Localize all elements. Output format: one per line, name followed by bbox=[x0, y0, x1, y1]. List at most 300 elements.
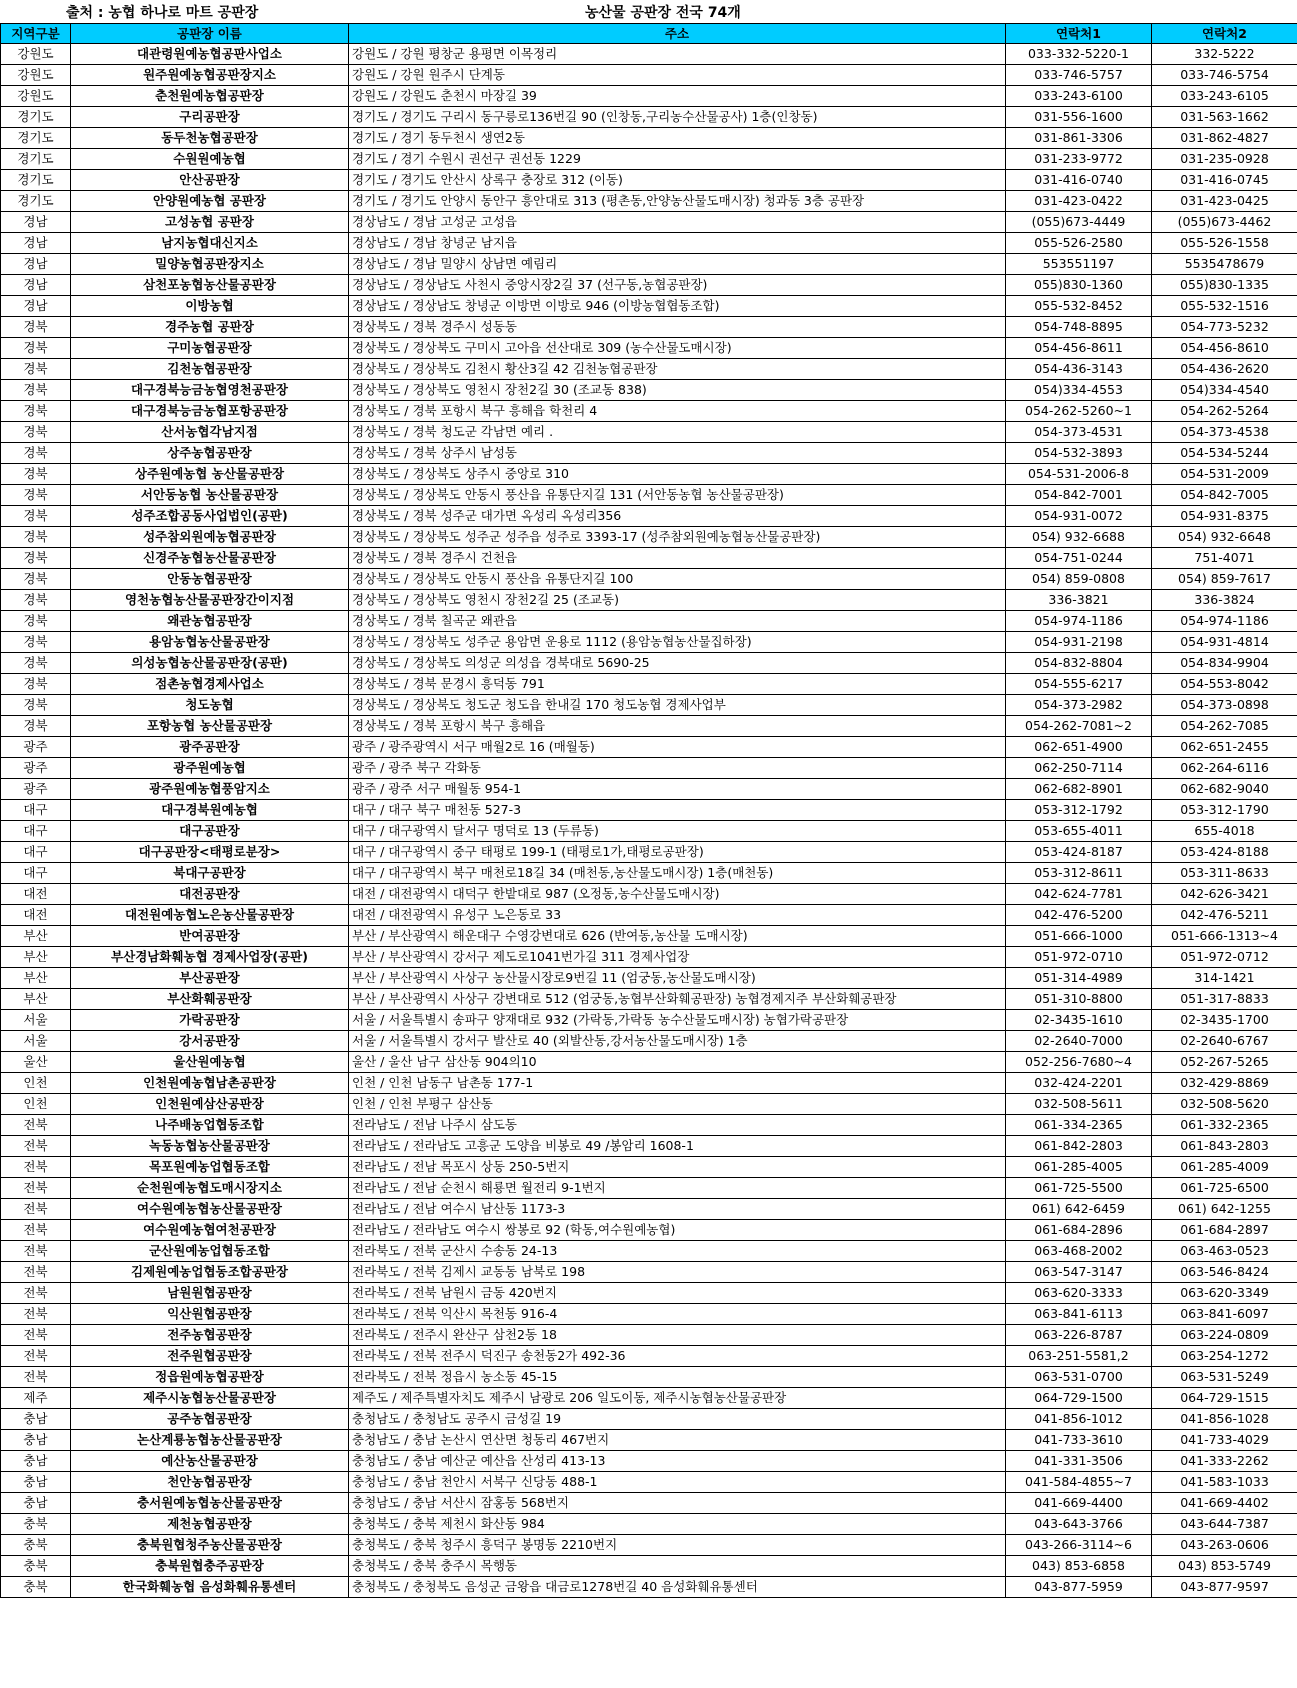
table-row bbox=[1, 1493, 1297, 1514]
market-name-cell: 서안동농협 농산물공판장 bbox=[71, 485, 349, 506]
region-cell: 대전 bbox=[1, 905, 71, 926]
region-cell: 경북 bbox=[1, 359, 71, 380]
phone2-cell: 064-729-1515 bbox=[1152, 1388, 1297, 1409]
table-row bbox=[1, 506, 1297, 527]
address-cell: 충청북도 / 충북 충주시 목행동 bbox=[349, 1556, 1006, 1577]
column-header-phone2: 연락처2 bbox=[1152, 24, 1297, 44]
address-cell: 경상북도 / 경상북도 상주시 중앙로 310 bbox=[349, 464, 1006, 485]
table-row bbox=[1, 926, 1297, 947]
phone1-cell: 062-682-8901 bbox=[1006, 779, 1152, 800]
table-row bbox=[1, 1094, 1297, 1115]
market-name-cell: 나주배농업협동조합 bbox=[71, 1115, 349, 1136]
market-name-cell: 논산계룡농협농산물공판장 bbox=[71, 1430, 349, 1451]
table-row bbox=[1, 1010, 1297, 1031]
phone2-cell: 751-4071 bbox=[1152, 548, 1297, 569]
phone2-cell: 063-463-0523 bbox=[1152, 1241, 1297, 1262]
market-name-cell: 가락공판장 bbox=[71, 1010, 349, 1031]
phone2-cell: 042-476-5211 bbox=[1152, 905, 1297, 926]
table-row bbox=[1, 1073, 1297, 1094]
table-row bbox=[1, 1409, 1297, 1430]
phone2-cell: 061-843-2803 bbox=[1152, 1136, 1297, 1157]
market-name-cell: 영천농협농산물공판장간이지점 bbox=[71, 590, 349, 611]
address-cell: 전라북도 / 전주시 완산구 삼천2동 18 bbox=[349, 1325, 1006, 1346]
address-cell: 경상북도 / 경북 문경시 흥덕동 791 bbox=[349, 674, 1006, 695]
region-cell: 전북 bbox=[1, 1136, 71, 1157]
address-cell: 전라북도 / 전북 군산시 수송동 24-13 bbox=[349, 1241, 1006, 1262]
phone1-cell: 051-314-4989 bbox=[1006, 968, 1152, 989]
table-row bbox=[1, 1535, 1297, 1556]
phone2-cell: 061-684-2897 bbox=[1152, 1220, 1297, 1241]
phone2-cell: 033-243-6105 bbox=[1152, 86, 1297, 107]
address-cell: 전라남도 / 전남 순천시 해룡면 월전리 9-1번지 bbox=[349, 1178, 1006, 1199]
region-cell: 경북 bbox=[1, 611, 71, 632]
phone1-cell: 031-416-0740 bbox=[1006, 170, 1152, 191]
address-cell: 경상북도 / 경상북도 안동시 풍산읍 유통단지길 100 bbox=[349, 569, 1006, 590]
phone2-cell: 043-644-7387 bbox=[1152, 1514, 1297, 1535]
address-cell: 충청남도 / 충남 천안시 서북구 신당동 488-1 bbox=[349, 1472, 1006, 1493]
table-header-row bbox=[1, 24, 1297, 44]
phone2-cell: 041-333-2262 bbox=[1152, 1451, 1297, 1472]
region-cell: 경북 bbox=[1, 422, 71, 443]
phone2-cell: 053-424-8188 bbox=[1152, 842, 1297, 863]
phone1-cell: 064-729-1500 bbox=[1006, 1388, 1152, 1409]
phone1-cell: 041-856-1012 bbox=[1006, 1409, 1152, 1430]
region-cell: 경기도 bbox=[1, 170, 71, 191]
phone2-cell: 054-553-8042 bbox=[1152, 674, 1297, 695]
market-name-cell: 청도농협 bbox=[71, 695, 349, 716]
phone1-cell: 054-373-2982 bbox=[1006, 695, 1152, 716]
market-name-cell: 김제원예농업협동조합공판장 bbox=[71, 1262, 349, 1283]
phone1-cell: 032-424-2201 bbox=[1006, 1073, 1152, 1094]
phone2-cell: 054-262-5264 bbox=[1152, 401, 1297, 422]
address-cell: 경상남도 / 경남 창녕군 남지읍 bbox=[349, 233, 1006, 254]
phone1-cell: 051-972-0710 bbox=[1006, 947, 1152, 968]
phone2-cell: 051-666-1313~4 bbox=[1152, 926, 1297, 947]
table-row bbox=[1, 1472, 1297, 1493]
region-cell: 전북 bbox=[1, 1283, 71, 1304]
table-row bbox=[1, 1178, 1297, 1199]
market-name-cell: 부산화훼공판장 bbox=[71, 989, 349, 1010]
region-cell: 강원도 bbox=[1, 86, 71, 107]
region-cell: 충남 bbox=[1, 1451, 71, 1472]
market-name-cell: 신경주농협농산물공판장 bbox=[71, 548, 349, 569]
phone2-cell: 054-436-2620 bbox=[1152, 359, 1297, 380]
region-cell: 경남 bbox=[1, 212, 71, 233]
region-cell: 부산 bbox=[1, 926, 71, 947]
table-row bbox=[1, 233, 1297, 254]
phone2-cell: 053-311-8633 bbox=[1152, 863, 1297, 884]
phone2-cell: 063-841-6097 bbox=[1152, 1304, 1297, 1325]
address-cell: 경기도 / 경기도 안양시 동안구 흥안대로 313 (평촌동,안양농산물도매시장) 청과동 3층 공판장 bbox=[349, 191, 1006, 212]
phone2-cell: 063-620-3349 bbox=[1152, 1283, 1297, 1304]
phone1-cell: 053-424-8187 bbox=[1006, 842, 1152, 863]
region-cell: 전북 bbox=[1, 1367, 71, 1388]
phone2-cell: 655-4018 bbox=[1152, 821, 1297, 842]
market-name-cell: 대구공판장 bbox=[71, 821, 349, 842]
market-name-cell: 안양원예농협 공판장 bbox=[71, 191, 349, 212]
phone2-cell: 054-373-4538 bbox=[1152, 422, 1297, 443]
table-row bbox=[1, 569, 1297, 590]
phone1-cell: 043-643-3766 bbox=[1006, 1514, 1152, 1535]
market-name-cell: 성주조합공동사업법인(공판) bbox=[71, 506, 349, 527]
table-row bbox=[1, 1283, 1297, 1304]
region-cell: 충북 bbox=[1, 1556, 71, 1577]
address-cell: 경상북도 / 경상북도 성주군 성주읍 성주로 3393-17 (성주참외원예농협농산물공판장) bbox=[349, 527, 1006, 548]
address-cell: 전라북도 / 전북 전주시 덕진구 송천동2가 492-36 bbox=[349, 1346, 1006, 1367]
table-row bbox=[1, 1346, 1297, 1367]
phone2-cell: 051-972-0712 bbox=[1152, 947, 1297, 968]
phone1-cell: 063-468-2002 bbox=[1006, 1241, 1152, 1262]
phone2-cell: 031-563-1662 bbox=[1152, 107, 1297, 128]
address-cell: 전라남도 / 전남 목포시 상동 250-5번지 bbox=[349, 1157, 1006, 1178]
market-name-cell: 제주시농협농산물공판장 bbox=[71, 1388, 349, 1409]
table-row bbox=[1, 107, 1297, 128]
table-row bbox=[1, 1157, 1297, 1178]
phone1-cell: 054-555-6217 bbox=[1006, 674, 1152, 695]
phone1-cell: 063-251-5581,2 bbox=[1006, 1346, 1152, 1367]
table-row bbox=[1, 884, 1297, 905]
address-cell: 경상북도 / 경북 칠곡군 왜관읍 bbox=[349, 611, 1006, 632]
phone2-cell: 054-531-2009 bbox=[1152, 464, 1297, 485]
market-name-cell: 인천원예삼산공판장 bbox=[71, 1094, 349, 1115]
market-name-cell: 남지농협대신지소 bbox=[71, 233, 349, 254]
table-row bbox=[1, 695, 1297, 716]
table-row bbox=[1, 989, 1297, 1010]
phone2-cell: 041-669-4402 bbox=[1152, 1493, 1297, 1514]
phone1-cell: 043-266-3114~6 bbox=[1006, 1535, 1152, 1556]
phone1-cell: 061-684-2896 bbox=[1006, 1220, 1152, 1241]
region-cell: 전북 bbox=[1, 1220, 71, 1241]
region-cell: 부산 bbox=[1, 968, 71, 989]
table-row bbox=[1, 758, 1297, 779]
market-name-cell: 삼천포농협농산물공판장 bbox=[71, 275, 349, 296]
phone2-cell: 054-534-5244 bbox=[1152, 443, 1297, 464]
market-name-cell: 광주원예농협풍암지소 bbox=[71, 779, 349, 800]
market-name-cell: 대전공판장 bbox=[71, 884, 349, 905]
table-row bbox=[1, 422, 1297, 443]
address-cell: 부산 / 부산광역시 사상구 강변대로 512 (엄궁동,농협부산화훼공판장) 농협경제지주 부산화훼공판장 bbox=[349, 989, 1006, 1010]
market-name-cell: 제천농협공판장 bbox=[71, 1514, 349, 1535]
phone2-cell: 031-862-4827 bbox=[1152, 128, 1297, 149]
market-name-cell: 순천원예농협도매시장지소 bbox=[71, 1178, 349, 1199]
market-name-cell: 여수원예농협여천공판장 bbox=[71, 1220, 349, 1241]
market-name-cell: 밀양농협공판장지소 bbox=[71, 254, 349, 275]
market-name-cell: 목포원예농업협동조합 bbox=[71, 1157, 349, 1178]
market-name-cell: 여수원예농협농산물공판장 bbox=[71, 1199, 349, 1220]
phone1-cell: 051-310-8800 bbox=[1006, 989, 1152, 1010]
phone1-cell: 062-250-7114 bbox=[1006, 758, 1152, 779]
market-name-cell: 충북원협충주공판장 bbox=[71, 1556, 349, 1577]
phone2-cell: 052-267-5265 bbox=[1152, 1052, 1297, 1073]
market-name-cell: 안동농협공판장 bbox=[71, 569, 349, 590]
address-cell: 제주도 / 제주특별자치도 제주시 남광로 206 일도이동, 제주시농협농산물공판장 bbox=[349, 1388, 1006, 1409]
phone1-cell: 031-556-1600 bbox=[1006, 107, 1152, 128]
phone2-cell: 042-626-3421 bbox=[1152, 884, 1297, 905]
phone2-cell: 053-312-1790 bbox=[1152, 800, 1297, 821]
table-row bbox=[1, 1325, 1297, 1346]
table-row bbox=[1, 1577, 1297, 1598]
phone2-cell: 063-224-0809 bbox=[1152, 1325, 1297, 1346]
market-name-cell: 대구경북능금농협포항공판장 bbox=[71, 401, 349, 422]
phone2-cell: 054)334-4540 bbox=[1152, 380, 1297, 401]
region-cell: 대구 bbox=[1, 842, 71, 863]
table-row bbox=[1, 65, 1297, 86]
phone2-cell: 041-856-1028 bbox=[1152, 1409, 1297, 1430]
phone1-cell: 033-332-5220-1 bbox=[1006, 44, 1152, 65]
market-name-cell: 한국화훼농협 음성화훼유통센터 bbox=[71, 1577, 349, 1598]
phone2-cell: 054) 859-7617 bbox=[1152, 569, 1297, 590]
column-header-name: 공판장 이름 bbox=[71, 24, 349, 44]
phone1-cell: 054-262-7081~2 bbox=[1006, 716, 1152, 737]
region-cell: 충북 bbox=[1, 1577, 71, 1598]
market-name-cell: 전주원협공판장 bbox=[71, 1346, 349, 1367]
address-cell: 경상북도 / 경북 포항시 북구 흥해읍 학천리 4 bbox=[349, 401, 1006, 422]
table-row bbox=[1, 1136, 1297, 1157]
region-cell: 인천 bbox=[1, 1094, 71, 1115]
phone2-cell: 5535478679 bbox=[1152, 254, 1297, 275]
table-row bbox=[1, 254, 1297, 275]
market-name-cell: 녹동농협농산물공판장 bbox=[71, 1136, 349, 1157]
market-name-cell: 의성농협농산물공판장(공판) bbox=[71, 653, 349, 674]
phone2-cell: 032-508-5620 bbox=[1152, 1094, 1297, 1115]
column-header-region: 지역구분 bbox=[1, 24, 71, 44]
region-cell: 전북 bbox=[1, 1241, 71, 1262]
market-name-cell: 상주농협공판장 bbox=[71, 443, 349, 464]
region-cell: 강원도 bbox=[1, 65, 71, 86]
market-name-cell: 왜관농협공판장 bbox=[71, 611, 349, 632]
phone1-cell: 02-3435-1610 bbox=[1006, 1010, 1152, 1031]
region-cell: 경북 bbox=[1, 716, 71, 737]
region-cell: 경북 bbox=[1, 674, 71, 695]
address-cell: 경기도 / 경기 수원시 권선구 권선동 1229 bbox=[349, 149, 1006, 170]
region-cell: 경북 bbox=[1, 401, 71, 422]
address-cell: 경상북도 / 경북 청도군 각남면 예리 . bbox=[349, 422, 1006, 443]
market-name-cell: 용암농협농산물공판장 bbox=[71, 632, 349, 653]
phone2-cell: 031-423-0425 bbox=[1152, 191, 1297, 212]
region-cell: 광주 bbox=[1, 758, 71, 779]
table-row bbox=[1, 464, 1297, 485]
phone2-cell: 061-285-4009 bbox=[1152, 1157, 1297, 1178]
address-cell: 강원도 / 강원 원주시 단계동 bbox=[349, 65, 1006, 86]
phone1-cell: 054-832-8804 bbox=[1006, 653, 1152, 674]
region-cell: 경북 bbox=[1, 632, 71, 653]
phone2-cell: 041-733-4029 bbox=[1152, 1430, 1297, 1451]
market-name-cell: 충서원예농협농산물공판장 bbox=[71, 1493, 349, 1514]
region-cell: 전북 bbox=[1, 1157, 71, 1178]
phone1-cell: 042-624-7781 bbox=[1006, 884, 1152, 905]
region-cell: 대구 bbox=[1, 800, 71, 821]
phone1-cell: 054-751-0244 bbox=[1006, 548, 1152, 569]
table-row bbox=[1, 338, 1297, 359]
address-cell: 경상북도 / 경상북도 영천시 장천2길 30 (조교동 838) bbox=[349, 380, 1006, 401]
phone1-cell: 031-861-3306 bbox=[1006, 128, 1152, 149]
phone2-cell: 054-842-7005 bbox=[1152, 485, 1297, 506]
phone2-cell: 061-332-2365 bbox=[1152, 1115, 1297, 1136]
phone1-cell: 061-842-2803 bbox=[1006, 1136, 1152, 1157]
table-row bbox=[1, 317, 1297, 338]
market-name-cell: 대구경북원예농협 bbox=[71, 800, 349, 821]
phone1-cell: 053-655-4011 bbox=[1006, 821, 1152, 842]
phone1-cell: 051-666-1000 bbox=[1006, 926, 1152, 947]
address-cell: 대구 / 대구광역시 북구 매천로18길 34 (매천동,농산물도매시장) 1층(매천동) bbox=[349, 863, 1006, 884]
phone1-cell: (055)673-4449 bbox=[1006, 212, 1152, 233]
phone2-cell: 063-254-1272 bbox=[1152, 1346, 1297, 1367]
phone2-cell: 054-931-4814 bbox=[1152, 632, 1297, 653]
market-name-cell: 구미농협공판장 bbox=[71, 338, 349, 359]
phone1-cell: 055)830-1360 bbox=[1006, 275, 1152, 296]
region-cell: 제주 bbox=[1, 1388, 71, 1409]
region-cell: 경북 bbox=[1, 527, 71, 548]
address-cell: 충청남도 / 충남 논산시 연산면 청동리 467번지 bbox=[349, 1430, 1006, 1451]
address-cell: 강원도 / 강원도 춘천시 마장길 39 bbox=[349, 86, 1006, 107]
address-cell: 경상북도 / 경북 성주군 대가면 옥성리 옥성리356 bbox=[349, 506, 1006, 527]
region-cell: 대구 bbox=[1, 863, 71, 884]
table-row bbox=[1, 968, 1297, 989]
region-cell: 부산 bbox=[1, 989, 71, 1010]
table-row bbox=[1, 1514, 1297, 1535]
address-cell: 경상북도 / 경북 상주시 남성동 bbox=[349, 443, 1006, 464]
market-name-cell: 전주농협공판장 bbox=[71, 1325, 349, 1346]
phone2-cell: 062-651-2455 bbox=[1152, 737, 1297, 758]
market-name-cell: 고성농협 공판장 bbox=[71, 212, 349, 233]
phone1-cell: 054-436-3143 bbox=[1006, 359, 1152, 380]
phone1-cell: 054-262-5260~1 bbox=[1006, 401, 1152, 422]
table-row bbox=[1, 86, 1297, 107]
address-cell: 전라남도 / 전남 여수시 남산동 1173-3 bbox=[349, 1199, 1006, 1220]
phone1-cell: 061-334-2365 bbox=[1006, 1115, 1152, 1136]
address-cell: 광주 / 광주 서구 매월동 954-1 bbox=[349, 779, 1006, 800]
phone1-cell: 054-456-8611 bbox=[1006, 338, 1152, 359]
address-cell: 광주 / 광주광역시 서구 매월2로 16 (매월동) bbox=[349, 737, 1006, 758]
phone2-cell: 054) 932-6648 bbox=[1152, 527, 1297, 548]
table-row bbox=[1, 443, 1297, 464]
market-name-cell: 부산공판장 bbox=[71, 968, 349, 989]
region-cell: 전북 bbox=[1, 1178, 71, 1199]
region-cell: 경북 bbox=[1, 485, 71, 506]
table-row bbox=[1, 359, 1297, 380]
region-cell: 경남 bbox=[1, 233, 71, 254]
table-row bbox=[1, 905, 1297, 926]
phone2-cell: 055)830-1335 bbox=[1152, 275, 1297, 296]
market-name-cell: 공주농협공판장 bbox=[71, 1409, 349, 1430]
phone1-cell: 033-243-6100 bbox=[1006, 86, 1152, 107]
address-cell: 전라남도 / 전라남도 고흥군 도양읍 비봉로 49 /봉암리 1608-1 bbox=[349, 1136, 1006, 1157]
phone1-cell: 061-725-5500 bbox=[1006, 1178, 1152, 1199]
region-cell: 경북 bbox=[1, 317, 71, 338]
phone2-cell: 02-2640-6767 bbox=[1152, 1031, 1297, 1052]
phone1-cell: 063-547-3147 bbox=[1006, 1262, 1152, 1283]
address-cell: 충청북도 / 충북 제천시 화산동 984 bbox=[349, 1514, 1006, 1535]
table-row bbox=[1, 44, 1297, 65]
address-cell: 서울 / 서울특별시 송파구 양재대로 932 (가락동,가락동 농수산물도매시장) 농협가락공판장 bbox=[349, 1010, 1006, 1031]
phone1-cell: 041-669-4400 bbox=[1006, 1493, 1152, 1514]
phone1-cell: 054-373-4531 bbox=[1006, 422, 1152, 443]
phone2-cell: 043-263-0606 bbox=[1152, 1535, 1297, 1556]
phone1-cell: 052-256-7680~4 bbox=[1006, 1052, 1152, 1073]
table-row bbox=[1, 1304, 1297, 1325]
region-cell: 인천 bbox=[1, 1073, 71, 1094]
region-cell: 경남 bbox=[1, 296, 71, 317]
table-row bbox=[1, 737, 1297, 758]
region-cell: 경북 bbox=[1, 443, 71, 464]
source-note: 출처 : 농협 하나로 마트 공판장 bbox=[66, 5, 259, 21]
address-cell: 대구 / 대구 북구 매천동 527-3 bbox=[349, 800, 1006, 821]
phone2-cell: 054-773-5232 bbox=[1152, 317, 1297, 338]
phone1-cell: 336-3821 bbox=[1006, 590, 1152, 611]
phone1-cell: 061) 642-6459 bbox=[1006, 1199, 1152, 1220]
market-name-cell: 대구공판장<태평로분장> bbox=[71, 842, 349, 863]
market-name-cell: 원주원예농협공판장지소 bbox=[71, 65, 349, 86]
market-name-cell: 광주공판장 bbox=[71, 737, 349, 758]
address-cell: 인천 / 인천 부평구 삼산동 bbox=[349, 1094, 1006, 1115]
market-name-cell: 동두천농협공판장 bbox=[71, 128, 349, 149]
region-cell: 경북 bbox=[1, 569, 71, 590]
table-row bbox=[1, 191, 1297, 212]
address-cell: 경상남도 / 경남 밀양시 상남면 예림리 bbox=[349, 254, 1006, 275]
address-cell: 경상남도 / 경상남도 창녕군 이방면 이방로 946 (이방농협협동조합) bbox=[349, 296, 1006, 317]
table-row bbox=[1, 401, 1297, 422]
phone1-cell: 032-508-5611 bbox=[1006, 1094, 1152, 1115]
address-cell: 경기도 / 경기 동두천시 생연2동 bbox=[349, 128, 1006, 149]
table-row bbox=[1, 632, 1297, 653]
address-cell: 울산 / 울산 남구 삼산동 904의10 bbox=[349, 1052, 1006, 1073]
phone2-cell: 055-532-1516 bbox=[1152, 296, 1297, 317]
table-row bbox=[1, 275, 1297, 296]
address-cell: 부산 / 부산광역시 강서구 제도로1041번가길 311 경제사업장 bbox=[349, 947, 1006, 968]
phone1-cell: 054)334-4553 bbox=[1006, 380, 1152, 401]
phone2-cell: 043) 853-5749 bbox=[1152, 1556, 1297, 1577]
phone2-cell: 031-235-0928 bbox=[1152, 149, 1297, 170]
phone1-cell: 031-233-9772 bbox=[1006, 149, 1152, 170]
address-cell: 충청북도 / 충청북도 음성군 금왕읍 대금로1278번길 40 음성화훼유통센터 bbox=[349, 1577, 1006, 1598]
address-cell: 부산 / 부산광역시 해운대구 수영강변대로 626 (반여동,농산물 도매시장) bbox=[349, 926, 1006, 947]
table-row bbox=[1, 611, 1297, 632]
market-name-cell: 남원원협공판장 bbox=[71, 1283, 349, 1304]
market-name-cell: 정읍원예농협공판장 bbox=[71, 1367, 349, 1388]
address-cell: 전라남도 / 전남 나주시 삼도동 bbox=[349, 1115, 1006, 1136]
market-name-cell: 대관령원예농협공판사업소 bbox=[71, 44, 349, 65]
phone1-cell: 02-2640-7000 bbox=[1006, 1031, 1152, 1052]
address-cell: 경상북도 / 경상북도 안동시 풍산읍 유통단지길 131 (서안동농협 농산물공판장) bbox=[349, 485, 1006, 506]
market-name-cell: 강서공판장 bbox=[71, 1031, 349, 1052]
market-name-cell: 예산농산물공판장 bbox=[71, 1451, 349, 1472]
market-name-cell: 충북원협청주농산물공판장 bbox=[71, 1535, 349, 1556]
phone1-cell: 053-312-1792 bbox=[1006, 800, 1152, 821]
table-row bbox=[1, 863, 1297, 884]
market-name-cell: 수원원예농협 bbox=[71, 149, 349, 170]
table-row bbox=[1, 527, 1297, 548]
table-row bbox=[1, 779, 1297, 800]
address-cell: 전라북도 / 전북 남원시 금동 420번지 bbox=[349, 1283, 1006, 1304]
address-cell: 경상북도 / 경상북도 청도군 청도읍 한내길 170 청도농협 경제사업부 bbox=[349, 695, 1006, 716]
table-row bbox=[1, 548, 1297, 569]
table-row bbox=[1, 149, 1297, 170]
market-name-cell: 대전원예농협노은농산물공판장 bbox=[71, 905, 349, 926]
region-cell: 경기도 bbox=[1, 191, 71, 212]
market-table bbox=[0, 23, 1297, 1598]
phone1-cell: 043) 853-6858 bbox=[1006, 1556, 1152, 1577]
address-cell: 충청남도 / 충남 서산시 잠홍동 568번지 bbox=[349, 1493, 1006, 1514]
phone2-cell: 062-264-6116 bbox=[1152, 758, 1297, 779]
table-row bbox=[1, 296, 1297, 317]
region-cell: 경북 bbox=[1, 590, 71, 611]
market-name-cell: 점촌농협경제사업소 bbox=[71, 674, 349, 695]
phone1-cell: 054-842-7001 bbox=[1006, 485, 1152, 506]
phone1-cell: 041-733-3610 bbox=[1006, 1430, 1152, 1451]
market-name-cell: 천안농협공판장 bbox=[71, 1472, 349, 1493]
phone2-cell: 061) 642-1255 bbox=[1152, 1199, 1297, 1220]
region-cell: 전북 bbox=[1, 1325, 71, 1346]
